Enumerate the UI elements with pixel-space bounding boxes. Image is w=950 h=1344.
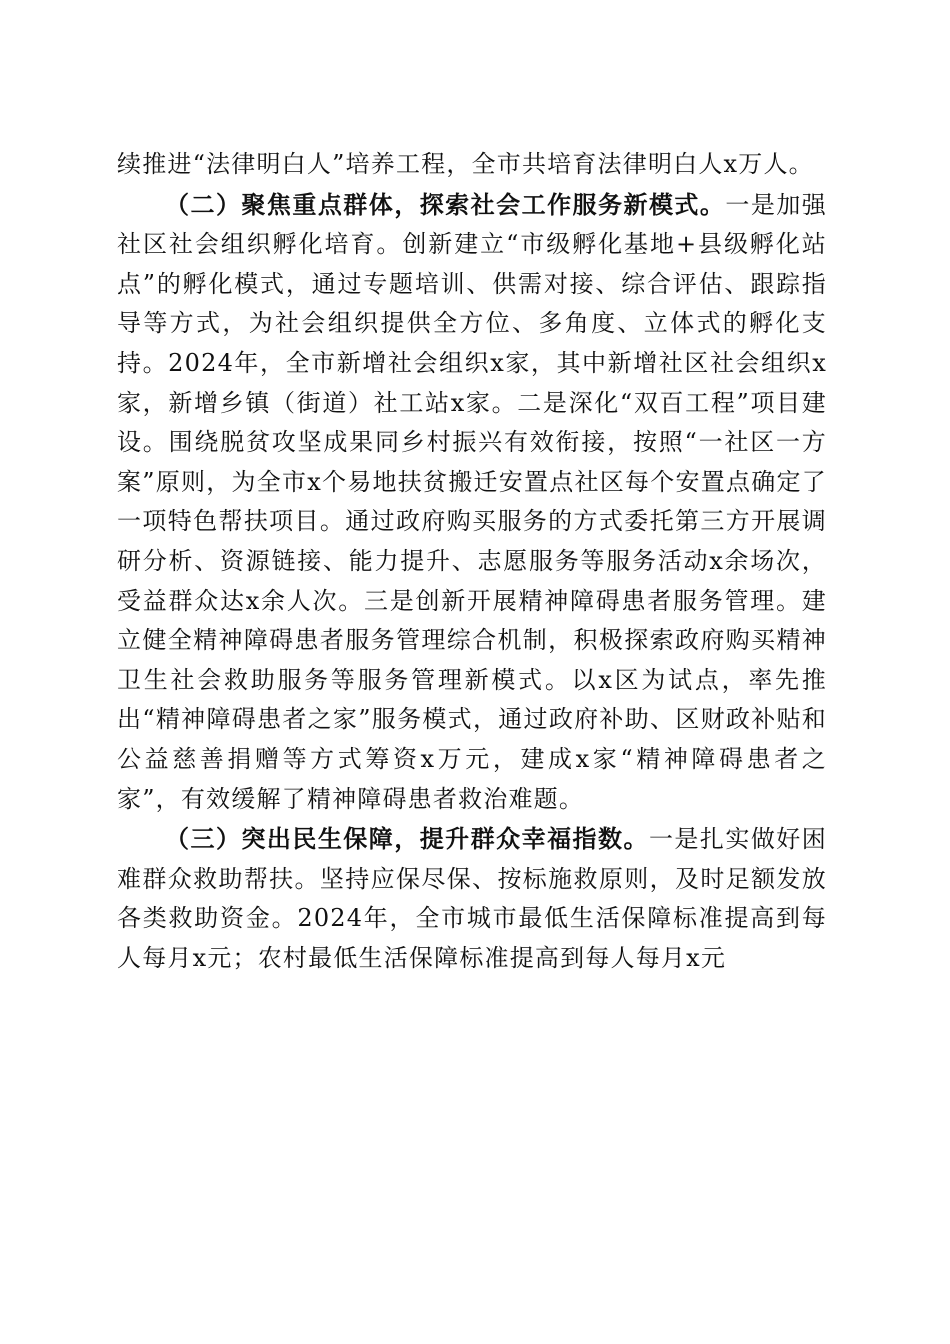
paragraph-continuation	[117, 145, 827, 185]
document-body	[117, 145, 827, 978]
section-heading: （三）突出民生保障，提升群众幸福指数。	[165, 824, 649, 854]
section-heading: （二）聚焦重点群体，探索社会工作服务新模式。	[165, 189, 726, 219]
paragraph-section-2	[117, 185, 827, 820]
paragraph-text: 续推进“法律明白人”培养工程，全市共培育法律明白人x万人。	[117, 150, 814, 178]
paragraph-section-3	[117, 819, 827, 978]
paragraph-text: 一是加强社区社会组织孵化培育。创新建立“市级孵化基地+县级孵化站点”的孵化模式，通过专题培训、供需对接、综合评估、跟踪指导等方式，为社会组织提供全方位、多角度、立体式的孵化支持。2024年，全市新增社会组织x家，其中新增社区社会组织x家，新增乡镇（街道）社工站x家。二是深化“双百工程”项目建设。围绕脱贫攻坚成果同乡村振兴有效衔接，按照“一社区一方案”原则，为全市x个易地扶贫搬迁安置点社区每个安置点确定了一项特色帮扶项目。通过政府购买服务的方式委托第三方开展调研分析、资源链接、能力提升、志愿服务等服务活动x余场次，受益群众达x余人次。三是创新开展精神障碍患者服务管理。建立健全精神障碍患者服务管理综合机制，积极探索政府购买精神卫生社会救助服务等服务管理新模式。以x区为试点，率先推出“精神障碍患者之家”服务模式，通过政府补助、区财政补贴和公益慈善捐赠等方式筹资x万元，建成x家“精神障碍患者之家”，有效缓解了精神障碍患者救治难题。	[117, 190, 827, 813]
paragraph-text: 一是扎实做好困难群众救助帮扶。坚持应保尽保、按标施救原则，及时足额发放各类救助资金。2024年，全市城市最低生活保障标准提高到每人每月x元；农村最低生活保障标准提高到每人每月x元	[117, 825, 827, 972]
